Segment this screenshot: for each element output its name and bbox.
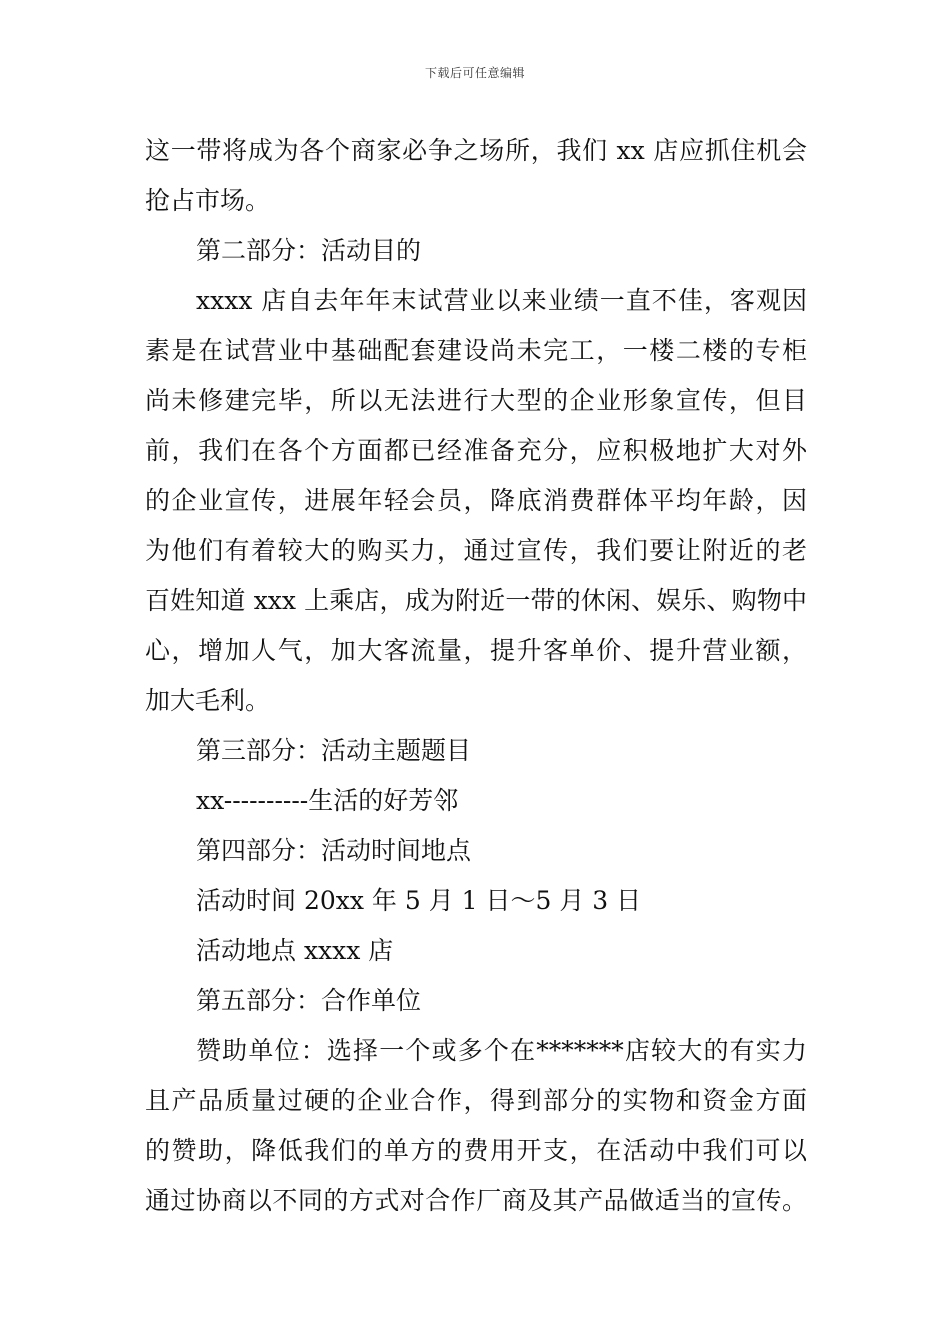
paragraph-line: 心，增加人气，加大客流量，提升客单价、提升营业额， — [145, 636, 807, 665]
paragraph-line: xx----------生活的好芳邻 — [196, 786, 459, 815]
paragraph-line: 且产品质量过硬的企业合作，得到部分的实物和资金方面 — [145, 1086, 807, 1115]
paragraph-line: xxxx 店自去年年末试营业以来业绩一直不佳，客观因 — [196, 286, 807, 315]
section-heading: 第三部分：活动主题题目 — [196, 736, 472, 765]
paragraph-line: 赞助单位：选择一个或多个在*******店较大的有实力 — [196, 1036, 807, 1065]
paragraph-line: 活动时间 20xx 年 5 月 1 日～5 月 3 日 — [196, 886, 642, 915]
section-heading: 第二部分：活动目的 — [196, 236, 422, 265]
paragraph-line: 为他们有着较大的购买力，通过宣传，我们要让附近的老 — [145, 536, 807, 565]
paragraph-line: 百姓知道 xxx 上乘店，成为附近一带的休闲、娱乐、购物中 — [145, 586, 807, 615]
paragraph-line: 抢占市场。 — [145, 186, 271, 215]
paragraph-line: 的赞助，降低我们的单方的费用开支，在活动中我们可以 — [145, 1136, 807, 1165]
paragraph-line: 加大毛利。 — [145, 686, 271, 715]
section-heading: 第五部分：合作单位 — [196, 986, 422, 1015]
paragraph-line: 活动地点 xxxx 店 — [196, 936, 394, 965]
paragraph-line: 的企业宣传，进展年轻会员，降底消费群体平均年龄，因 — [145, 486, 807, 515]
section-heading: 第四部分：活动时间地点 — [196, 836, 472, 865]
paragraph-line: 通过协商以不同的方式对合作厂商及其产品做适当的宣传。 — [145, 1186, 807, 1215]
paragraph-line: 尚未修建完毕，所以无法进行大型的企业形象宣传，但目 — [145, 386, 807, 415]
paragraph-line: 素是在试营业中基础配套建设尚未完工，一楼二楼的专柜 — [145, 336, 807, 365]
paragraph-line: 前，我们在各个方面都已经准备充分，应积极地扩大对外 — [145, 436, 807, 465]
page-header: 下载后可任意编辑 — [424, 66, 525, 80]
paragraph-line: 这一带将成为各个商家必争之场所，我们 xx 店应抓住机会 — [145, 136, 807, 165]
document-body — [145, 126, 807, 1226]
